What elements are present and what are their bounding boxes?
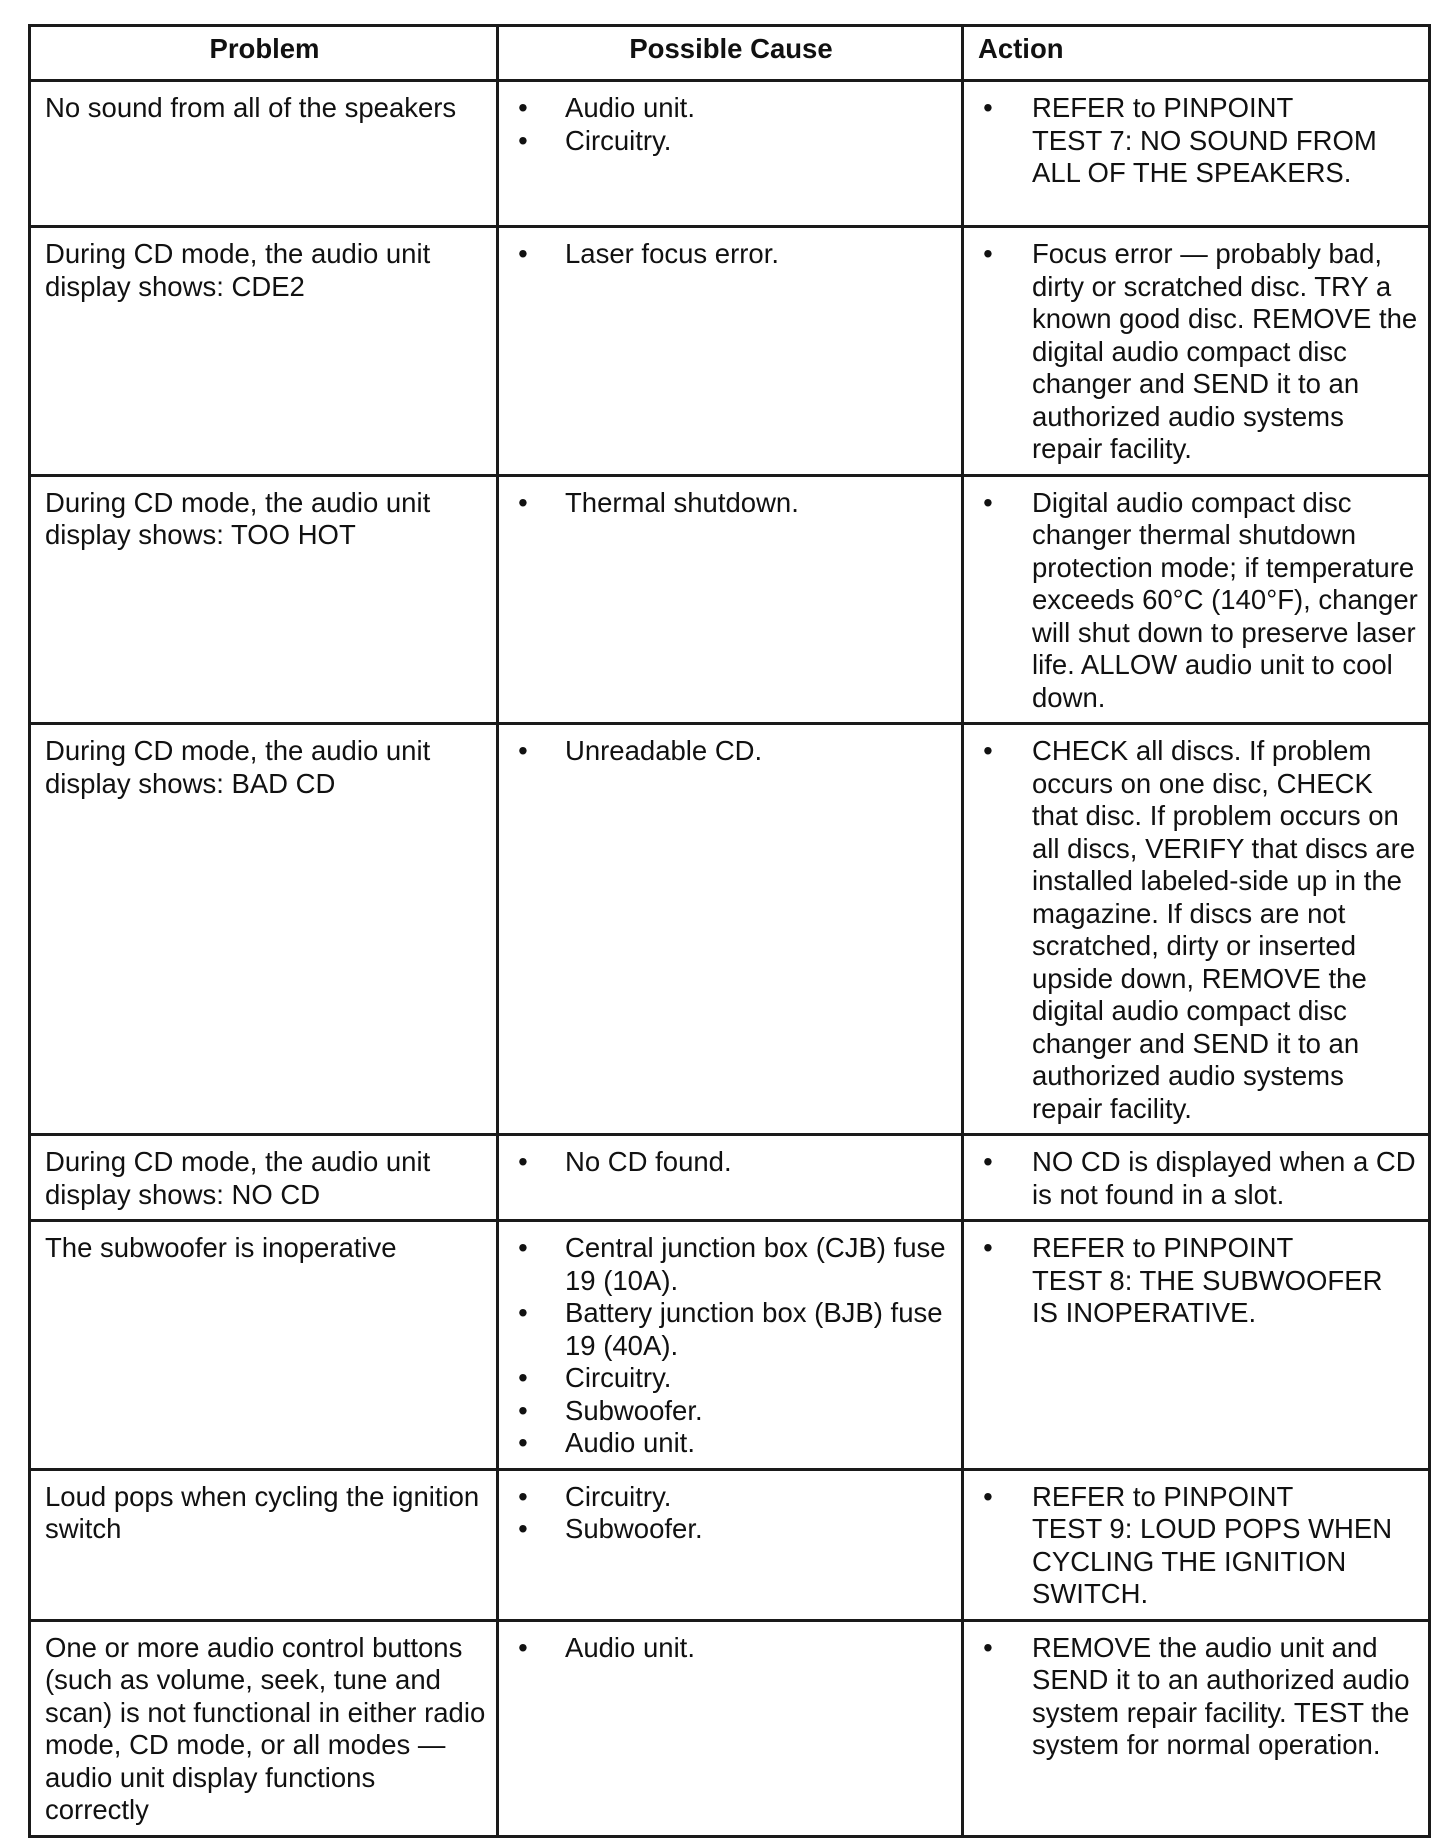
- cause-list: [513, 487, 951, 520]
- problem-cell: During CD mode, the audio unit display shows: NO CD: [30, 1135, 498, 1221]
- cause-list: [513, 1146, 951, 1179]
- action-list: [978, 238, 1418, 466]
- table-row: [30, 1620, 1430, 1836]
- cause-cell: [498, 1221, 963, 1470]
- cause-item: • Laser focus error.: [513, 238, 951, 271]
- action-list: [978, 1481, 1418, 1611]
- action-item: • CHECK all discs. If problem occurs on one disc, CHECK that disc. If problem occurs on all discs, VERIFY that discs are installed labeled-side up in the magazine. If discs are not scratched, dirty or inserted upside down, REMOVE the digital audio compact disc changer and SEND it to an authorized audio systems repair facility.: [978, 735, 1418, 1125]
- table-body: [30, 81, 1430, 1837]
- cause-cell: [498, 227, 963, 476]
- header-problem: Problem: [30, 26, 498, 81]
- cause-list: [513, 1632, 951, 1665]
- action-item: • REMOVE the audio unit and SEND it to an authorized audio system repair facility. TEST the system for normal operation.: [978, 1632, 1418, 1762]
- action-cell: [963, 227, 1430, 476]
- problem-cell: During CD mode, the audio unit display shows: CDE2: [30, 227, 498, 476]
- action-list: [978, 487, 1418, 715]
- problem-cell: No sound from all of the speakers: [30, 81, 498, 227]
- action-cell: [963, 724, 1430, 1135]
- cause-item: • Circuitry.: [513, 1362, 951, 1395]
- action-list: [978, 92, 1418, 190]
- cause-list: [513, 92, 951, 157]
- header-row: [30, 26, 1430, 81]
- action-item: • REFER to PINPOINT TEST 8: THE SUBWOOFER IS INOPERATIVE.: [978, 1232, 1418, 1330]
- cause-item: • No CD found.: [513, 1146, 951, 1179]
- cause-item: • Unreadable CD.: [513, 735, 951, 768]
- action-item: • REFER to PINPOINT TEST 9: LOUD POPS WHEN CYCLING THE IGNITION SWITCH.: [978, 1481, 1418, 1611]
- action-cell: [963, 1620, 1430, 1836]
- diagnostic-table: [28, 24, 1431, 1838]
- action-item: • Digital audio compact disc changer thermal shutdown protection mode; if temperature exceeds 60°C (140°F), changer will shut down to preserve laser life. ALLOW audio unit to cool down.: [978, 487, 1418, 715]
- action-cell: [963, 475, 1430, 724]
- header-action: Action: [963, 26, 1430, 81]
- table-row: [30, 81, 1430, 227]
- cause-item: • Circuitry.: [513, 125, 951, 158]
- cause-cell: [498, 724, 963, 1135]
- cause-cell: [498, 475, 963, 724]
- problem-cell: During CD mode, the audio unit display shows: BAD CD: [30, 724, 498, 1135]
- action-list: [978, 1232, 1418, 1330]
- action-list: [978, 1632, 1418, 1762]
- problem-cell: One or more audio control buttons (such as volume, seek, tune and scan) is not functional in either radio mode, CD mode, or all modes — audio unit display functions correctly: [30, 1620, 498, 1836]
- table-row: [30, 1469, 1430, 1620]
- cause-list: [513, 1481, 951, 1546]
- cause-item: • Audio unit.: [513, 1632, 951, 1665]
- action-cell: [963, 1469, 1430, 1620]
- action-cell: [963, 1135, 1430, 1221]
- action-item: • Focus error — probably bad, dirty or scratched disc. TRY a known good disc. REMOVE the digital audio compact disc changer and SEND it to an authorized audio systems repair facility.: [978, 238, 1418, 466]
- cause-item: • Battery junction box (BJB) fuse 19 (40A).: [513, 1297, 951, 1362]
- cause-cell: [498, 1620, 963, 1836]
- problem-cell: The subwoofer is inoperative: [30, 1221, 498, 1470]
- cause-list: [513, 735, 951, 768]
- action-list: [978, 735, 1418, 1125]
- cause-item: • Circuitry.: [513, 1481, 951, 1514]
- cause-item: • Audio unit.: [513, 92, 951, 125]
- action-list: [978, 1146, 1418, 1211]
- problem-cell: During CD mode, the audio unit display shows: TOO HOT: [30, 475, 498, 724]
- cause-cell: [498, 1469, 963, 1620]
- cause-item: • Thermal shutdown.: [513, 487, 951, 520]
- action-cell: [963, 81, 1430, 227]
- cause-cell: [498, 1135, 963, 1221]
- cause-item: • Subwoofer.: [513, 1395, 951, 1428]
- cause-list: [513, 1232, 951, 1460]
- action-item: • REFER to PINPOINT TEST 7: NO SOUND FROM ALL OF THE SPEAKERS.: [978, 92, 1418, 190]
- action-cell: [963, 1221, 1430, 1470]
- table-row: [30, 475, 1430, 724]
- table-row: [30, 1221, 1430, 1470]
- table-row: [30, 724, 1430, 1135]
- cause-item: • Audio unit.: [513, 1427, 951, 1460]
- cause-item: • Subwoofer.: [513, 1513, 951, 1546]
- cause-cell: [498, 81, 963, 227]
- table-row: [30, 1135, 1430, 1221]
- table-row: [30, 227, 1430, 476]
- cause-list: [513, 238, 951, 271]
- problem-cell: Loud pops when cycling the ignition switch: [30, 1469, 498, 1620]
- header-possible-cause: Possible Cause: [498, 26, 963, 81]
- cause-item: • Central junction box (CJB) fuse 19 (10A).: [513, 1232, 951, 1297]
- action-item: • NO CD is displayed when a CD is not found in a slot.: [978, 1146, 1418, 1211]
